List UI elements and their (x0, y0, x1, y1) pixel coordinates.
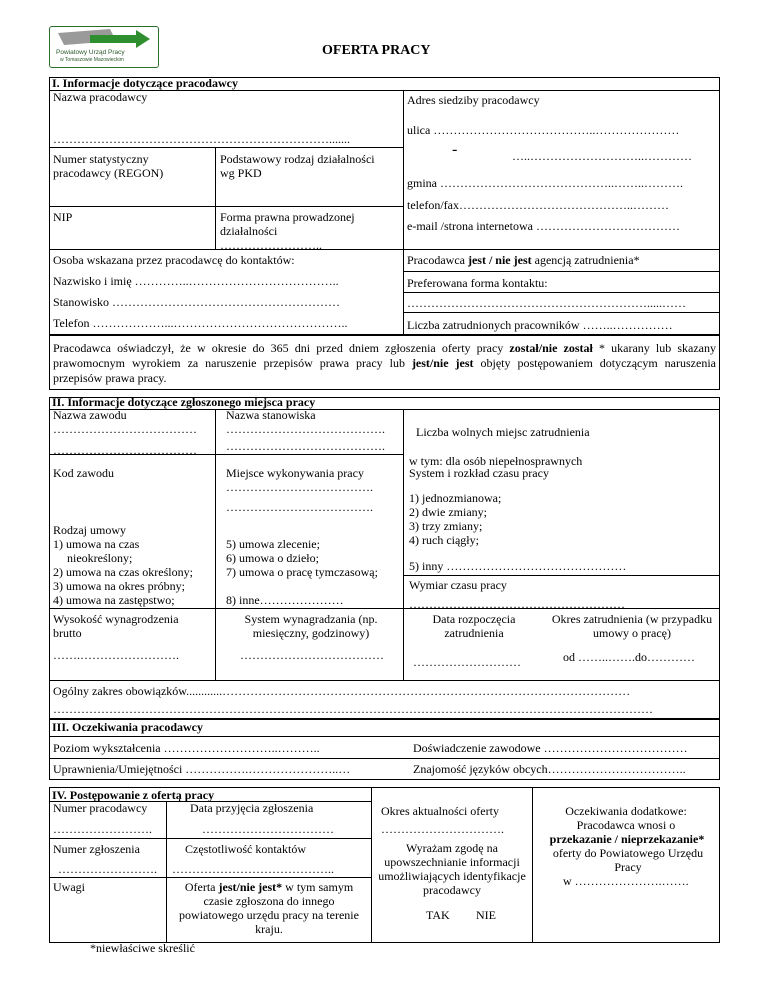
salary-label: Wysokość wynagrodzenia brutto (53, 612, 179, 640)
employees-count-field[interactable]: Liczba zatrudnionych pracowników ……..…………… (407, 318, 673, 332)
regon-label: Numer statystyczny pracodawcy (REGON) (53, 152, 164, 180)
pay-system-field[interactable]: ……………………………… (240, 648, 384, 662)
offer-validity-field[interactable]: …………………………. (381, 822, 504, 836)
section-2-header: II. Informacje dotyczące zgłoszonego miejsca pracy (52, 395, 316, 409)
contract-option-3[interactable]: 3) umowa na okres próbny; (53, 579, 185, 593)
post-label: Nazwa stanowiska (226, 408, 316, 422)
declaration-part2: * ukarany lub skazany prawomocnym wyrokiem za naruszenie przepisów prawa pracy lub (53, 341, 716, 370)
agency-pre: Pracodawca (407, 253, 468, 267)
agency-choice[interactable]: jest / nie jest (467, 253, 532, 267)
contract-option-5[interactable]: 5) umowa zlecenie; (226, 537, 320, 551)
duties-label[interactable]: Ogólny zakres obowiązków............………………………………………………………………………………………… (53, 684, 631, 698)
occupation-field-1[interactable]: ……………………………… (53, 422, 197, 436)
footnote: *niewłaściwe skreślić (90, 941, 195, 955)
post-field-1[interactable]: …………………………………. (226, 422, 385, 436)
occupation-field-2[interactable]: ……………………………… (53, 443, 197, 457)
pay-system-label: System wynagradzania (np. miesięczny, godzinowy) (244, 612, 378, 640)
registration-number-field[interactable]: ……………………. (58, 862, 157, 876)
email-field[interactable]: e-mail /strona internetowa ……………………………… (407, 219, 680, 233)
nip-label: NIP (53, 210, 73, 224)
contact-phone-field[interactable]: Telefon ………………...…………………………………….. (53, 316, 348, 330)
working-hours-label: Wymiar czasu pracy (409, 578, 507, 592)
shift-option-4[interactable]: 4) ruch ciągły; (409, 533, 479, 547)
contact-label: Osoba wskazana przez pracodawcę do kontaktów: (53, 253, 295, 267)
disabled-vacancies-label: w tym: dla osób niepełnosprawnych (409, 454, 583, 468)
declaration-part1: Pracodawca oświadczył, że w okresie do 365 dni przed dniem zgłoszenia oferty pracy (53, 341, 510, 355)
employment-period-field[interactable]: od ……..…….do………… (563, 650, 695, 664)
other-office-choice[interactable]: jest/nie jest* (218, 880, 283, 894)
section-4-header: IV. Postępowanie z ofertą pracy (52, 788, 215, 802)
employer-number-field[interactable]: ……………………. (53, 822, 152, 836)
workplace-field-1[interactable]: ………………………………. (226, 480, 373, 494)
gmina-field[interactable]: gmina ……………………………………..……..………. (407, 176, 683, 190)
shift-option-1[interactable]: 1) jednozmianowa; (409, 491, 502, 505)
contract-option-4[interactable]: 4) umowa na zastępstwo; (53, 593, 175, 607)
employer-number-label: Numer pracodawcy (53, 801, 148, 815)
section-1-header: I. Informacje dotyczące pracodawcy (52, 76, 238, 90)
skills-field[interactable]: Uprawnienia/Umiejętności …………….…………………..… (53, 762, 351, 776)
contract-option-6[interactable]: 6) umowa o dzieło; (226, 551, 319, 565)
start-date-label: Data rozpoczęcia zatrudnienia (432, 612, 516, 640)
post-field-2[interactable]: …………………………………. (226, 439, 385, 453)
address-label: Adres siedziby pracodawcy (407, 93, 540, 107)
employment-period-label: Okres zatrudnienia (w przypadku umowy o pracę) (551, 612, 713, 640)
other-office-post: w tym samym czasie zgłoszona do innego powiatowego urzędu pracy na terenie kraju. (179, 880, 359, 936)
section-3-header: III. Oczekiwania pracodawcy (52, 720, 203, 734)
salary-field[interactable]: …….……………………. (53, 648, 179, 662)
languages-field[interactable]: Znajomość języków obcych…………………………….. (413, 762, 686, 776)
contact-frequency-field[interactable]: ………………………………….. (172, 862, 334, 876)
declaration-part3: objęty postępowaniem dotyczącym naruszenia przepisów prawa pracy. (53, 356, 716, 385)
extra-office-field[interactable]: w ………………….……. (563, 874, 689, 888)
contract-option-1[interactable]: 1) umowa na czas (53, 537, 140, 551)
pkd-label: Podstawowy rodzaj działalności wg PKD (220, 152, 375, 180)
employer-name-field[interactable]: ……………………………………………………………....... (53, 132, 350, 146)
contract-option-7[interactable]: 7) umowa o pracę tymczasową; (226, 565, 378, 579)
legal-form-field[interactable]: …………………….. (220, 238, 322, 252)
experience-field[interactable]: Doświadczenie zawodowe ……………………………… (413, 741, 688, 755)
declaration-text (53, 341, 716, 386)
vacancies-label: Liczba wolnych miejsc zatrudnienia (416, 425, 590, 439)
notes-label: Uwagi (53, 880, 85, 894)
declaration-proceedings-choice[interactable]: jest/nie jest (411, 356, 474, 370)
extra-expectations-label: Oczekiwania dodatkowe: (565, 804, 687, 818)
education-field[interactable]: Poziom wykształcenia ………………………..……….. (53, 741, 320, 755)
consent-yes[interactable]: TAK (426, 908, 450, 922)
extra-request-text: Pracodawca wnosi o (576, 818, 676, 832)
contract-option-other[interactable]: 8) inne………………… (226, 593, 344, 607)
shift-option-2[interactable]: 2) dwie zmiany; (409, 505, 487, 519)
agency-post: agencją zatrudnienia* (531, 253, 640, 267)
consent-no[interactable]: NIE (476, 908, 496, 922)
contact-name-field[interactable]: Nazwisko i imię …………..……………………………….. (53, 274, 339, 288)
occupation-label: Nazwa zawodu (53, 408, 127, 422)
shift-option-3[interactable]: 3) trzy zmiany; (409, 519, 483, 533)
work-system-label: System i rozkład czasu pracy (409, 466, 549, 480)
other-office-pre: Oferta (184, 880, 219, 894)
legal-form-label: Forma prawna prowadzonej działalności (220, 210, 355, 238)
consent-text: Wyrażam zgodę na upowszechnianie informacji umożliwiających identyfikacje pracodawcy (378, 841, 526, 897)
contact-frequency-label: Częstotliwość kontaktów (185, 842, 306, 856)
preferred-contact-field[interactable]: …………………………………………………….....…… (407, 296, 686, 310)
occupation-code-label: Kod zawodu (53, 466, 114, 480)
shift-option-other[interactable]: 5) inny ……………………………………… (409, 559, 627, 573)
phone-fax-field[interactable]: telefon/fax……………………………………..……… (407, 198, 669, 212)
offer-validity-label: Okres aktualności oferty (381, 804, 499, 818)
contract-option-2[interactable]: 2) umowa na czas określony; (53, 565, 193, 579)
other-office-statement (170, 880, 368, 936)
contact-position-field[interactable]: Stanowisko ………………………………………………… (53, 295, 341, 309)
working-hours-field[interactable]: ……………………………………………… (409, 597, 625, 611)
contract-type-label: Rodzaj umowy (53, 523, 126, 537)
preferred-contact-label: Preferowana forma kontaktu: (407, 276, 548, 290)
employer-name-label: Nazwa pracodawcy (53, 90, 148, 104)
duties-field[interactable]: …………………………………………………………………………………………………………………………………… (53, 702, 653, 716)
postal-dash: - (452, 141, 458, 158)
received-date-label: Data przyjęcia zgłoszenia (190, 801, 314, 815)
transfer-choice[interactable]: przekazanie / nieprzekazanie* (549, 832, 705, 846)
extra-office-text: oferty do Powiatowego Urzędu Pracy (552, 846, 704, 874)
start-date-field[interactable]: ……………………… (413, 655, 521, 669)
street-field[interactable]: ulica …………………………………..………………… (407, 123, 680, 137)
agency-statement (407, 253, 640, 267)
declaration-penalty-choice[interactable]: został/nie został (509, 341, 593, 355)
received-date-field[interactable]: …………………………… (202, 822, 334, 836)
logo (49, 26, 159, 68)
workplace-label: Miejsce wykonywania pracy (226, 466, 364, 480)
page-title: OFERTA PRACY (322, 43, 431, 58)
workplace-field-2[interactable]: ………………………………. (226, 500, 373, 514)
contract-option-1-cont: nieokreślony; (67, 551, 133, 565)
registration-number-label: Numer zgłoszenia (53, 842, 140, 856)
logo-line1: Powiatowy Urząd Pracy (56, 49, 125, 56)
logo-line2: w Tomaszowie Mazowieckim (60, 57, 124, 63)
postal-field[interactable]: …..………………………..………… (512, 149, 692, 163)
